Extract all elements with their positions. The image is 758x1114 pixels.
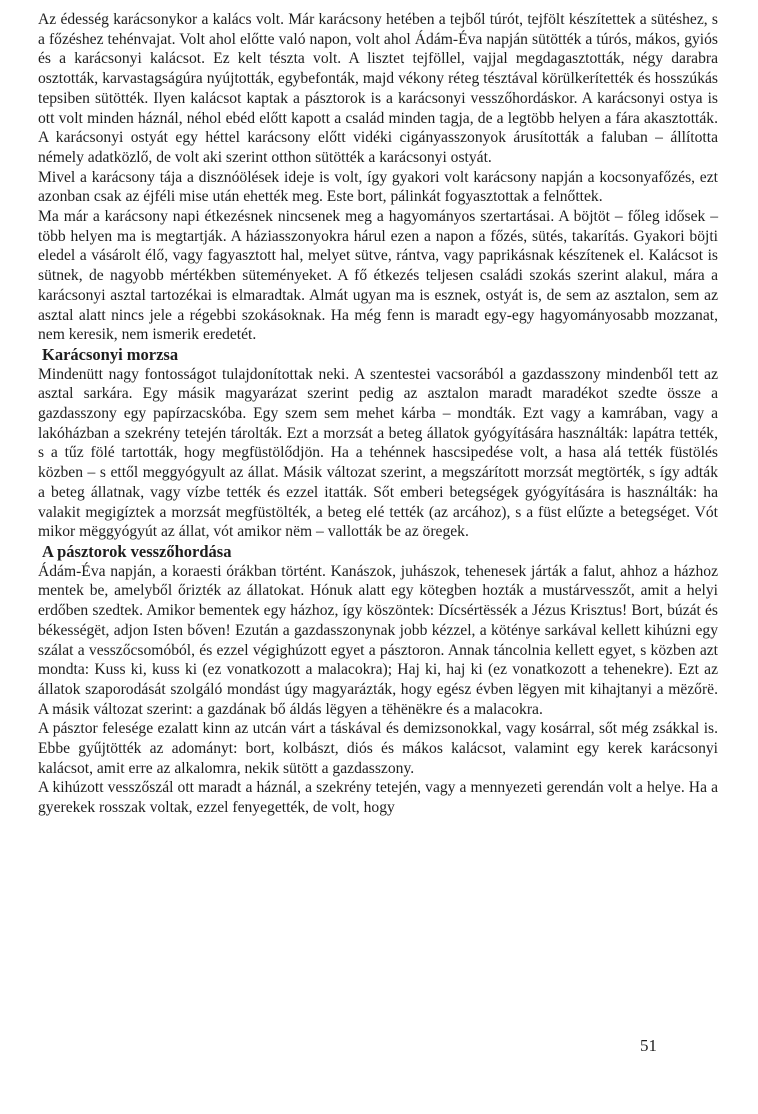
paragraph: Ádám-Éva napján, a koraesti órákban történt. Kanászok, juhászok, tehenesek járták a falut, ahhoz a házhoz mentek be, amelyből őrizték az állatokat. Hónuk alatt egy kötegben hozták a mustárvesszőt, amit a helyi erdőben szedtek. Amikor bementek egy házhoz, így köszöntek: Dícsértëssék a Jézus Krisztus! Bort, búzát és békességët, adjon Isten bőven! Ezután a gazdasszonynak jobb kézzel, a kötényе sarkával kellett kihúzni egy szálat a vesszőcsomóból, és ezzel végighúzott egyet a pásztoron. Annak táncolnia kellett egyet, s közben azt mondta: Kuss ki, kuss ki (ez vonatkozott a malacokra); Haj ki, haj ki (ez vonatkozott a tehenekre). Ezt az állatok szaporodását szolgáló mondást úgy magyarázták, hogy egész évben lëgyen mit kihajtanyi a mëzőrë. A másik változat szerint: a gazdának bő áldás lëgyen a tëhënëkre és a malacokra. (38, 562, 718, 718)
section-heading: Karácsonyi morzsa (42, 344, 179, 364)
text-column (38, 10, 718, 818)
page-number: 51 (640, 1036, 657, 1055)
paragraph: Ma már a karácsony napi étkezésnek nincsenek meg a hagyományos szertartásai. A böjtöt – főleg idősek – több helyen ma is megtartják. A háziasszonyokra hárul ezen a napon a főzés, sütés, takarítás. Gyakori böjti eledel a vásárolt élő, vagy fagyasztott hal, melyet sütve, rántva, vagy paprikásnak készítenek el. Kalácsot is sütnek, de nagyobb mértékben süteményeket. A fő étkezés teljesen családi szokás szerint alakul, mára a karácsonyi asztal tartozékai is elmaradtak. Almát ugyan ma is esznek, ostyát is, de sem az asztalon, sem az asztal alatt nincs jele a régebbi szokásoknak. Ha még fenn is maradt egy-egy hagyományosabb mozzanat, nem keresik, nem ismerik eredetét. (38, 208, 718, 344)
paragraph: A kihúzott vesszőszál ott maradt a háznál, a szekrény tetején, vagy a mennyezeti gerendán volt a helye. Ha a gyerekek rosszak voltak, ezzel fenyegették, de volt, hogy (38, 779, 718, 817)
paragraph: Mindenütt nagy fontosságot tulajdonítottak neki. A szentestei vacsorából a gazdasszony mindenből tett az asztal sarkára. Egy másik magyarázat szerint pedig az asztalon maradt maradékot szedte össze a gazdasszony egy papírzacskóba. Egy szem sem mehet kárba – mondták. Ezt vagy a kamrában, vagy a lakóházban a szekrény tetején tárolták. Ezt a morzsát a beteg állatok gyógyítására használták: lapátra tették, s a tűz fölé tartották, hogy megfüstölődjön. Ha a tehénnek hascsipedése volt, a hasa alá tették füstölés közben – s ettől meggyógyult az állat. Másik változat szerint, a megszárított morzsát megtörték, s így adták a beteg állatnak, vagy vízbe tették és ezzel itatták. Sőt emberi betegségek gyógyítására is használták: ha valakit megigíztek a morzsát megfüstölték, a beteg elé tették (az arcához), s a füst elűzte a betegséget. Vót mikor mëggyógyút az állat, vót amikor nëm – vallották be az öregek. (38, 365, 718, 541)
paragraph: Mivel a karácsony tája a disznóölések ideje is volt, így gyakori volt karácsony napján a kocsonyafőzés, ezt azonban csak az éjféli mise után ehették meg. Este bort, pálinkát fogyasztottak a felnőttek. (38, 168, 718, 206)
paragraph: Az édesség karácsonykor a kalács volt. Már karácsony hetében a tejből túrót, tejfölt készítettek a sütéshez, s a főzéshez tehénvajat. Volt ahol előtte való napon, volt ahol Ádám-Éva napján sütötték a túrós, mákos, gyiós és a karácsonyi kalácsot. Ez kelt tészta volt. A lisztet tejföllel, vajjal megdagasztották, négy darabra osztották, karvastagságúra nyújtották, egybefonták, majd vékony réteg tésztával körülkerítették és hosszúkás tepsiben sütötték. Ilyen kalácsot kaptak a pásztorok is a karácsonyi vesszőhordáskor. A karácsonyi ostya is ott volt minden háznál, néhol ebéd előtt kapott a család minden tagja, de a legtöbb helyen a fára akasztották. A karácsonyi ostyát egy héttel karácsony előtt vidéki cigányasszonyok árusították a faluban – állította némely adatközlő, de volt aki szerint otthon sütötték a karácsonyi ostyát. (38, 11, 718, 166)
paragraph: A pásztor felesége ezalatt kinn az utcán várt a táskával és demizsonokkal, vagy kosárral, sőt még zsákkal is. Ebbe gyűjtötték az adományt: bort, kolbászt, diós és mákos kalácsot, valamint egy kerek karácsonyi kalácsot, amit erre az alkalomra, nekik sütött a gazdasszony. (38, 720, 718, 777)
section-heading: A pásztorok vesszőhordása (42, 541, 232, 561)
